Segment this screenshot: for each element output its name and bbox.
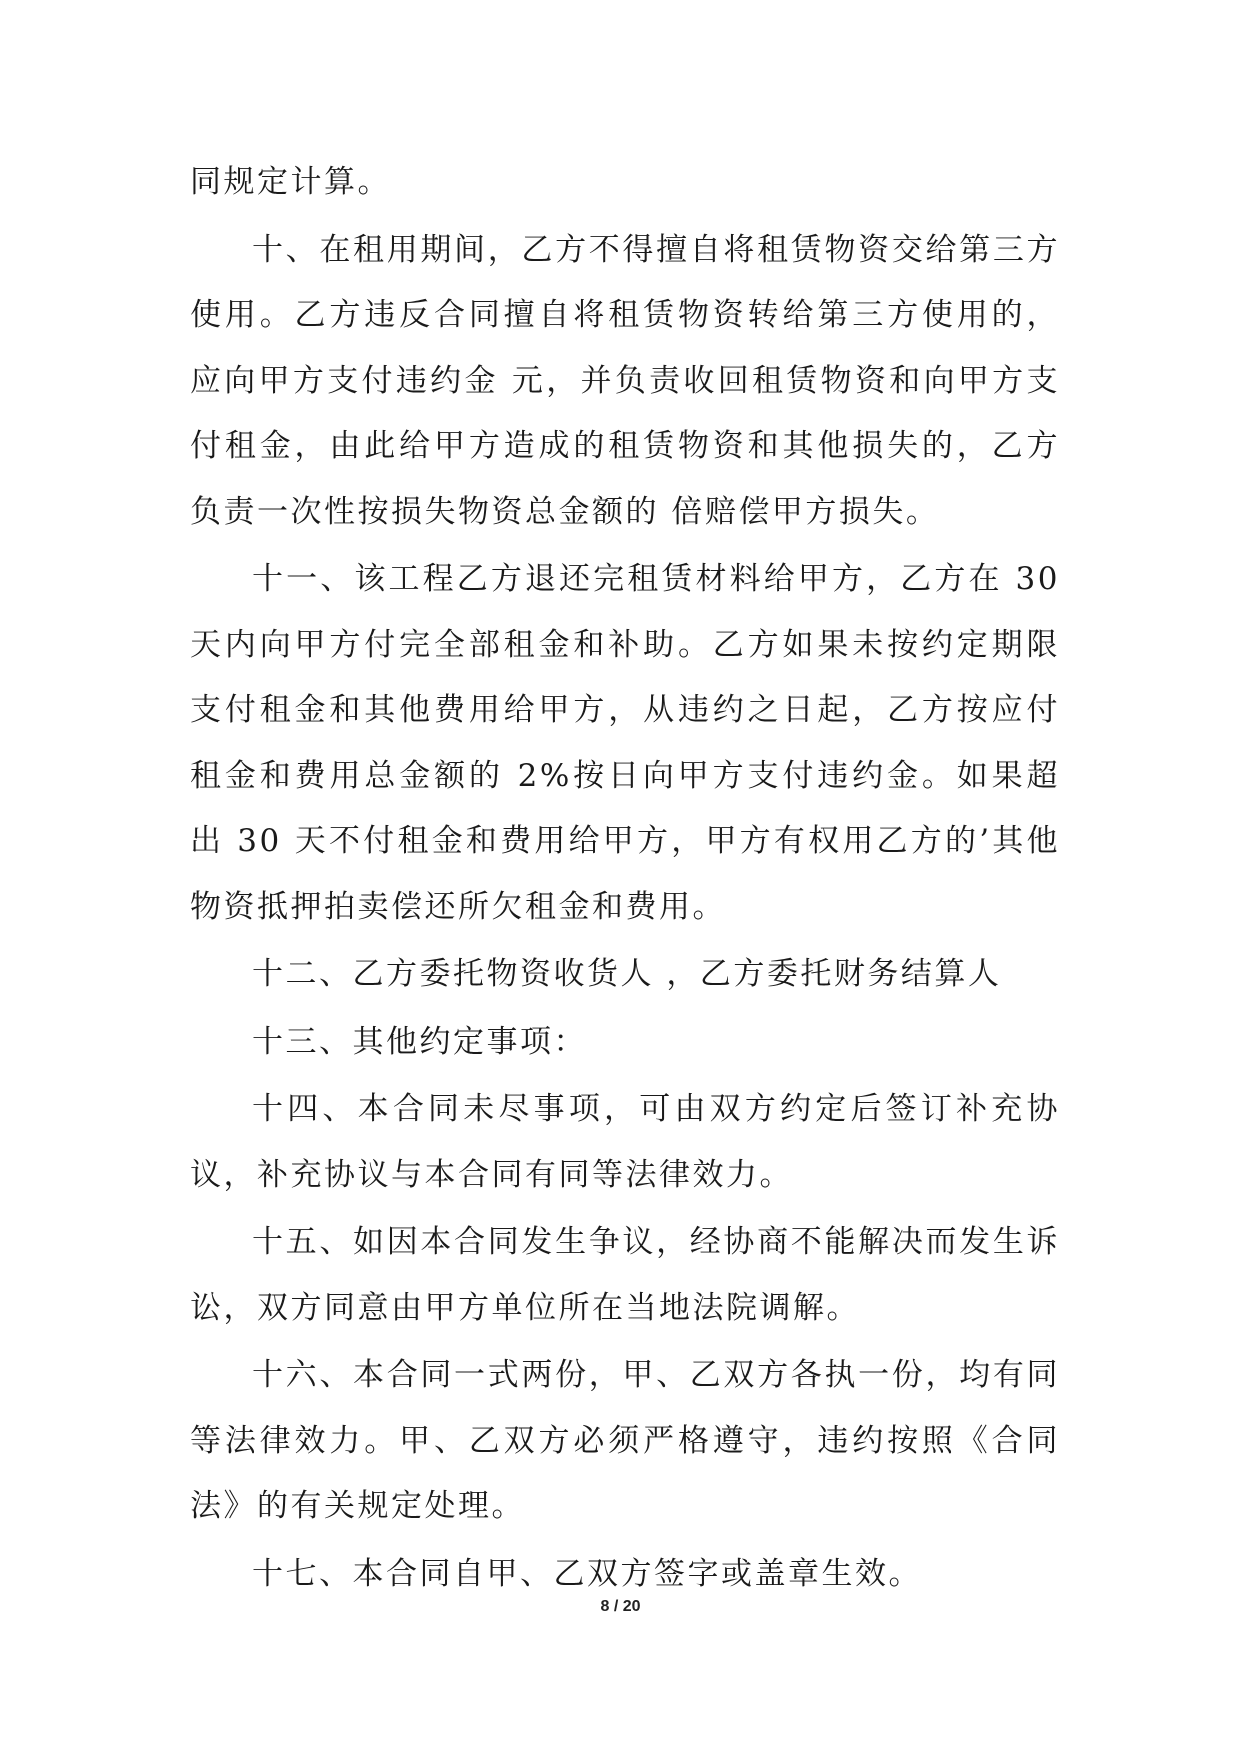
clause-13: 十三、其他约定事项： [252,1023,587,1060]
clause-12: 十二、乙方委托物资收货人 ，乙方委托财务结算人 [252,956,1002,992]
clause-11: 十一、该工程乙方退还完租赁材料给甲方，乙方在 30 天内向甲方付完全部租金和补助。乙方如果未按约定期限支付租金和其他费用给甲方，从违约之日起，乙方按应付租金和费用总金额的 2%按日向甲方支付违约金。如果超出 30 天不付租金和费用给甲方，甲方有权用乙方的’其他物资抵押拍卖偿还所欠租金和费用。 [190,561,1060,925]
clause-14: 十四、本合同未尽事项，可由双方约定后签订补充协议，补充协议与本合同有同等法律效力。 [190,1091,1060,1193]
document-page [190,150,1060,1609]
clause-10: 十、在租用期间，乙方不得擅自将租赁物资交给第三方使用。乙方违反合同擅自将租赁物资转给第三方使用的，应向甲方支付违约金 元，并负责收回租赁物资和向甲方支付租金，由此给甲方造成的租赁物资和其他损失的，乙方负责一次性按损失物资总金额的 倍赔偿甲方损失。 [190,231,1060,530]
clause-15: 十五、如因本合同发生争议，经协商不能解决而发生诉讼，双方同意由甲方单位所在当地法院调解。 [190,1224,1060,1326]
clause-17: 十七、本合同自甲、乙双方签字或盖章生效。 [252,1555,922,1592]
page-number: 8 / 20 [600,1598,641,1615]
clause-16: 十六、本合同一式两份，甲、乙双方各执一份，均有同等法律效力。甲、乙双方必须严格遵守，违约按照《合同法》的有关规定处理。 [190,1357,1060,1524]
paragraph-continuation: 同规定计算。 [190,164,391,200]
